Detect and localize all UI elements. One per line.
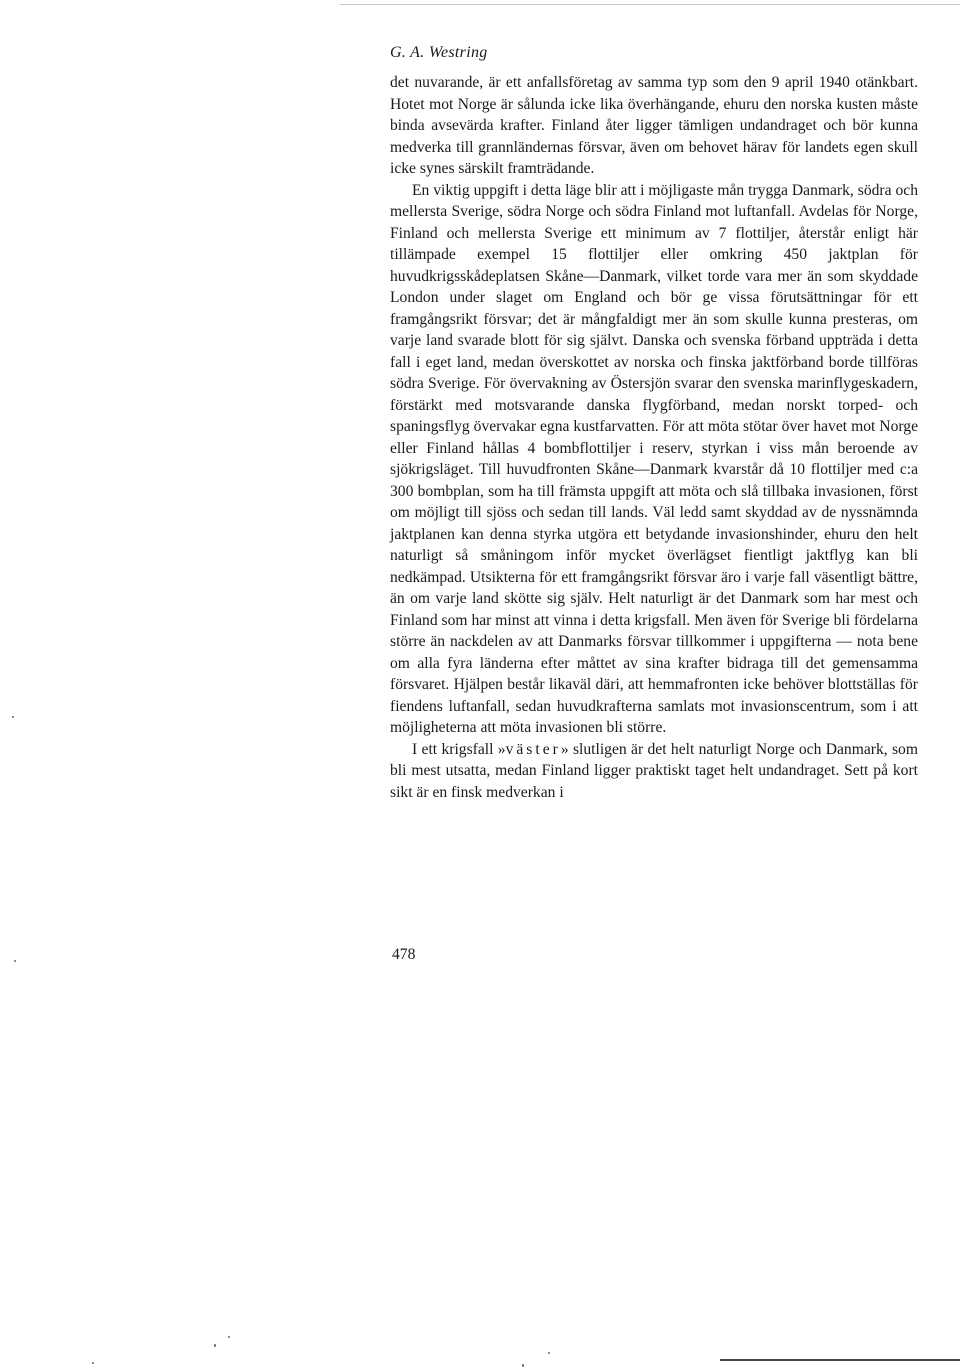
scan-speck	[228, 1336, 230, 1338]
scan-speck	[548, 1352, 550, 1354]
running-head-author: G. A. Westring	[390, 44, 488, 61]
paragraph-west-rest: » slutligen är det helt naturligt Norge och Danmark, som bli mest utsatta, medan Finland ligger praktiskt taget helt undandraget. Sett på kort sikt är en finsk medverkan i	[390, 740, 918, 801]
top-edge-rule	[340, 4, 960, 5]
bottom-edge-rule	[720, 1359, 960, 1361]
spaced-word-vaster: väster	[505, 740, 561, 758]
scan-speck	[522, 1364, 524, 1367]
paragraph-west-lead: I ett krigsfall »	[412, 740, 506, 758]
page-number: 478	[392, 946, 416, 963]
scan-speck	[92, 1362, 94, 1364]
scan-speck	[214, 1344, 216, 1347]
scan-speck	[12, 716, 14, 718]
paragraph-west-scenario	[390, 739, 918, 804]
body-text	[390, 72, 918, 803]
paragraph-air-defense: En viktig uppgift i detta läge blir att i möjligaste mån trygga Danmark, södra och mellersta Sverige, södra Norge och södra Finland mot luftanfall. Avdelas för Norge, Finland och mellersta Sverige ett minimum av 7 flottiljer, återstår enligt här tillämpade exempel 15 flottiljer eller omkring 450 jaktplan för huvudkrigsskådeplatsen Skåne—Danmark, vilket torde vara mer än som skyddade London under slaget om England och bör ge vissa förutsättningar för ett framgångsrikt försvar; det är mångfaldigt mer än som skulle kunna presteras, om varje land svarade blott för sig självt. Danska och svenska förband uppträda i detta fall i eget land, medan överskottet av norska och finska jaktförband borde tillföras södra Sverige. För övervakning av Östersjön svarar den svenska marinflygeskadern, förstärkt med motsvarande danska flygförband, medan norskt torped- och spaningsflyg övervakar egna kustfarvatten. För att möta stötar över havet mot Norge eller Finland hållas 4 bombflottiljer i reserv, styrkan i viss mån beroende av sjökrigsläget. Till huvudfronten Skåne—Danmark kvarstår då 10 flottiljer med c:a 300 bombplan, som ha till främsta uppgift att möta och slå tillbaka invasionen, först om möjligt till sjöss och sedan till lands. Väl ledd samt skyddad av de nyssnämnda jaktplanen kan denna styrka utgöra ett betydande invasionshinder, ehuru den helt naturligt så småningom inför mycket överlägset fientligt jaktflyg kan bli nedkämpad. Utsikterna för ett framgångsrikt försvar äro i varje fall väsentligt bättre, än om varje land skötte sig själv. Helt naturligt är det Danmark som har mest och Finland som har minst att vinna i detta krigsfall. Men även för Sverige bli fördelarna större än nackdelen av att Danmarks försvar tillkommer i uppgifterna — nota bene om alla fyra länderna efter måttet av sina krafter bidraga till det gemensamma försvaret. Hjälpen består likaväl däri, att hemmafronten icke behöver blottställas för fiendens luftanfall, sedan huvudkrafterna samlats mot invasionscentrum, som i att möjligheterna att möta invasionen bli större.	[390, 181, 918, 736]
scan-speck	[14, 960, 16, 962]
paragraph-continued: det nuvarande, är ett anfallsföretag av samma typ som den 9 april 1940 otänkbart. Hotet mot Norge är sålunda icke lika överhängande, ehuru den norska kusten måste binda avsevärda krafter. Finland åter ligger tämligen undandraget och bör kunna medverka till grannländernas försvar, även om behovet härav för landets egen skull icke synes särskilt framträdande.	[390, 74, 918, 177]
